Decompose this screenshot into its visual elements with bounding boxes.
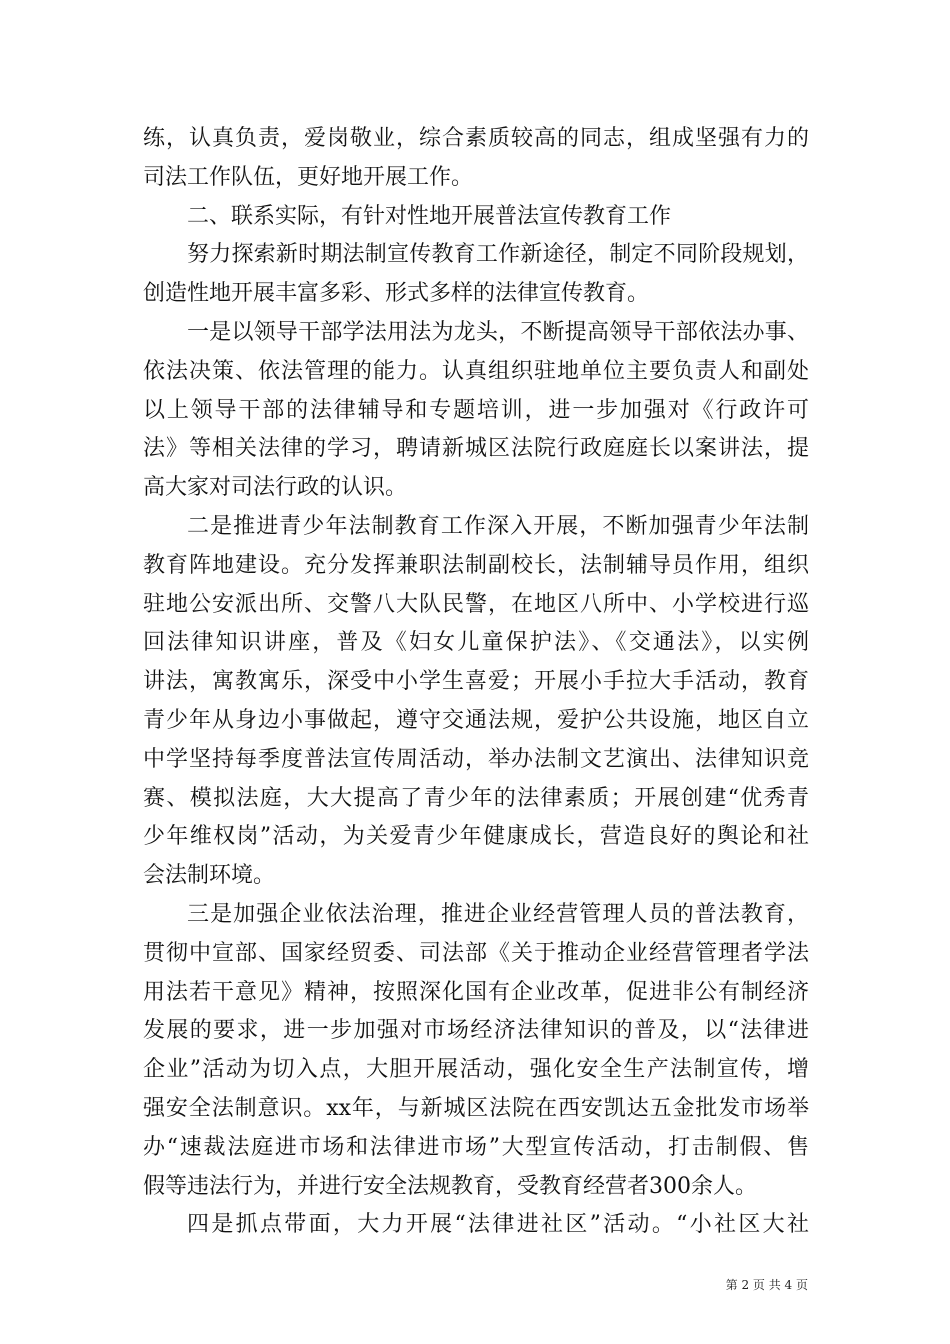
text-line: 发展的要求，进一步加强对市场经济法律知识的普及，以“法律进 [143,1018,809,1044]
text-line: 法》等相关法律的学习，聘请新城区法院行政庭庭长以案讲法，提 [143,436,809,462]
text-line: 回法律知识讲座，普及《妇女儿童保护法》、《交通法》，以实例 [143,630,809,656]
text-line: 努力探索新时期法制宣传教育工作新途径，制定不同阶段规划， [187,242,809,268]
text-line: 一是以领导干部学法用法为龙头，不断提高领导干部依法办事、 [187,319,809,345]
text-line: 依法决策、依法管理的能力。认真组织驻地单位主要负责人和副处 [143,358,809,384]
text-line: 用法若干意见》精神，按照深化国有企业改革，促进非公有制经济 [143,979,809,1005]
text-line: 四是抓点带面，大力开展“法律进社区”活动。“小社区大社 [187,1212,809,1238]
text-line: 中学坚持每季度普法宣传周活动，举办法制文艺演出、法律知识竞 [143,746,809,772]
text-line: 少年维权岗”活动，为关爱青少年健康成长，营造良好的舆论和社 [143,824,809,850]
text-line: 以上领导干部的法律辅导和专题培训，进一步加强对《行政许可 [143,397,809,423]
text-line: 青少年从身边小事做起，遵守交通法规，爱护公共设施，地区自立 [143,707,809,733]
text-line: 企业”活动为切入点，大胆开展活动，强化安全生产法制宣传，增 [143,1057,809,1083]
text-line: 练，认真负责，爱岗敬业，综合素质较高的同志，组成坚强有力的 [143,126,809,151]
text-line: 假等违法行为，并进行安全法规教育，受教育经营者300余人。 [143,1173,757,1199]
text-line: 司法工作队伍，更好地开展工作。 [143,164,474,190]
text-line: 驻地公安派出所、交警八大队民警，在地区八所中、小学校进行巡 [143,591,809,617]
text-line: 贯彻中宣部、国家经贸委、司法部《关于推动企业经营管理者学法 [143,940,809,966]
text-line: 三是加强企业依法治理，推进企业经营管理人员的普法教育， [187,901,809,927]
text-line: 创造性地开展丰富多彩、形式多样的法律宣传教育。 [143,281,650,307]
section-heading: 二、联系实际，有针对性地开展普法宣传教育工作 [187,203,672,229]
body-text [143,120,809,1245]
text-line: 会法制环境。 [143,863,276,889]
text-line: 高大家对司法行政的认识。 [143,475,408,501]
text-line: 强安全法制意识。xx年，与新城区法院在西安凯达五金批发市场举 [143,1095,809,1121]
text-line: 二是推进青少年法制教育工作深入开展，不断加强青少年法制 [187,513,809,539]
text-line: 赛、模拟法庭，大大提高了青少年的法律素质；开展创建“优秀青 [143,785,809,811]
text-line: 教育阵地建设。充分发挥兼职法制副校长，法制辅导员作用，组织 [143,552,809,578]
text-line: 办“速裁法庭进市场和法律进市场”大型宣传活动，打击制假、售 [143,1134,809,1160]
page-number: 第 2 页 共 4 页 [725,1278,808,1292]
text-line: 讲法，寓教寓乐，深受中小学生喜爱；开展小手拉大手活动，教育 [143,669,809,695]
